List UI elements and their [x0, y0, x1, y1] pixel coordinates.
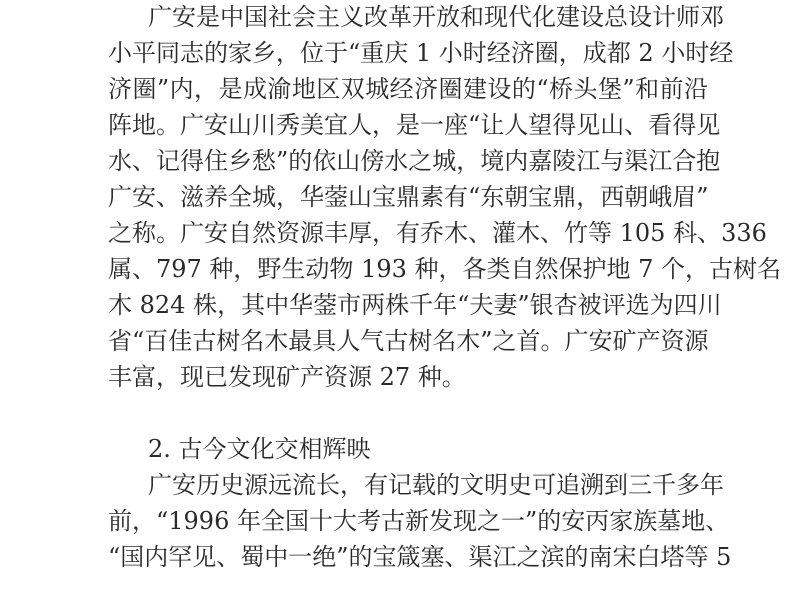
paragraph-1-line-11: 丰富，现已发现矿产资源 27 种。 — [108, 363, 466, 391]
paragraph-1-line-3: 济圈”内，是成渝地区双城经济圈建设的“桥头堡”和前沿 — [108, 75, 708, 103]
paragraph-1-line-6: 广安、滋养全城，华蓥山宝鼎素有“东朝宝鼎，西朝峨眉” — [108, 183, 709, 211]
paragraph-2-line-3: “国内罕见、蜀中一绝”的宝箴塞、渠江之滨的南宋白塔等 5 — [108, 543, 732, 571]
paragraph-1-line-2: 小平同志的家乡，位于“重庆 1 小时经济圈，成都 2 小时经 — [108, 39, 734, 67]
paragraph-1-line-1: 广安是中国社会主义改革开放和现代化建设总设计师邓 — [148, 3, 724, 31]
paragraph-2-line-1: 广安历史源远流长，有记载的文明史可追溯到三千多年 — [148, 471, 724, 499]
section-heading: 2. 古今文化交相辉映 — [148, 435, 371, 463]
paragraph-2-line-2: 前，“1996 年全国十大考古新发现之一”的安丙家族墓地、 — [108, 507, 730, 535]
paragraph-1-line-9: 木 824 株，其中华蓥市两株千年“夫妻”银杏被评选为四川 — [108, 291, 722, 319]
paragraph-1-line-10: 省“百佳古树名木最具人气古树名木”之首。广安矿产资源 — [108, 327, 709, 355]
paragraph-1-line-4: 阵地。广安山川秀美宜人，是一座“让人望得见山、看得见 — [108, 111, 721, 139]
paragraph-1-line-7: 之称。广安自然资源丰厚，有乔木、灌木、竹等 105 科、336 — [108, 219, 767, 247]
paragraph-1-line-5: 水、记得住乡愁”的依山傍水之城，境内嘉陵江与渠江合抱 — [108, 147, 721, 175]
paragraph-1-line-8: 属、797 种，野生动物 193 种，各类自然保护地 7 个，古树名 — [108, 255, 782, 283]
